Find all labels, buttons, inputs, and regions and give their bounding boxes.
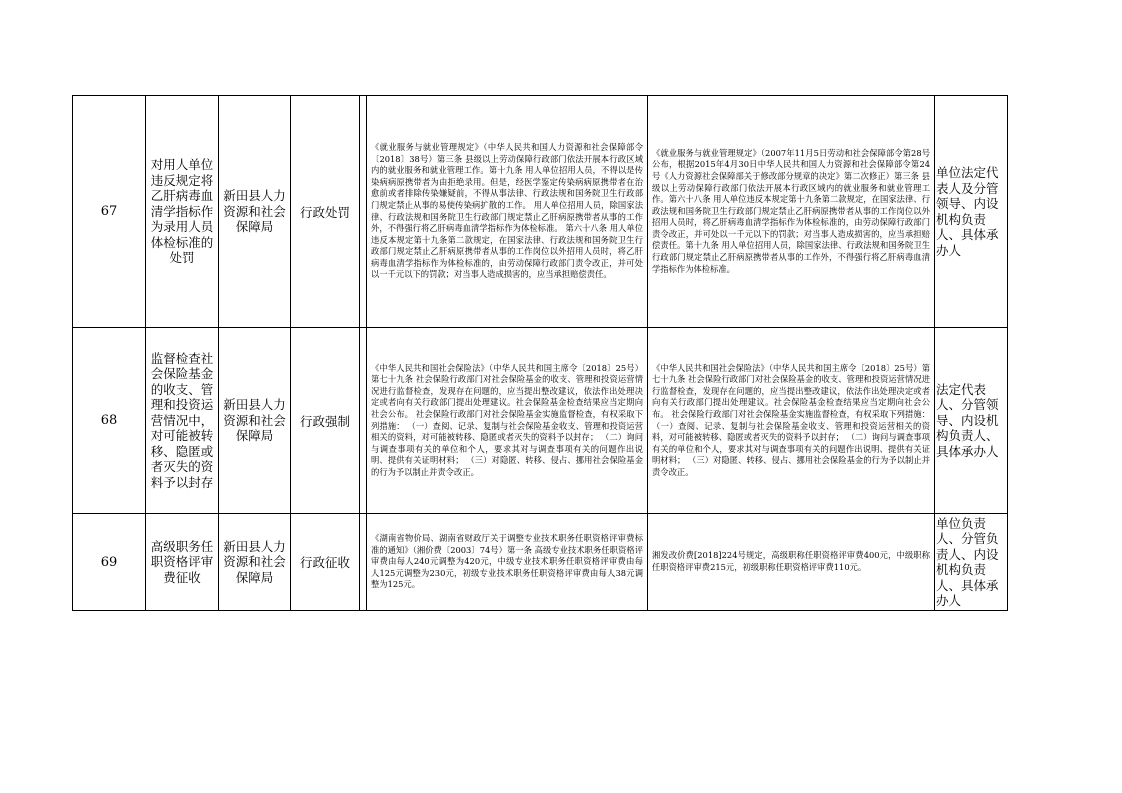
department: 新田县人力资源和社会保障局 (219, 96, 291, 328)
item-name: 对用人单位违反规定将乙肝病毒血清学指标作为录用人员体检标准的处罚 (146, 96, 219, 328)
legal-basis-national: 《湖南省物价局、湖南省财政厅关于调整专业技术职务任职资格评审费标准的通知》（湘价费〔2003〕74号）第一条 高级专业技术职务任职资格评审费由每人240元调整为420元，中级专业技术职务任职资格评审费由每人125元调整为230元，初级专业技术职务任职资格评审费由每人38元调整为125元。 (367, 514, 648, 611)
legal-basis-national: 《就业服务与就业管理规定》（中华人民共和国人力资源和社会保障部令〔2018〕38号）第三条 县级以上劳动保障行政部门依法开展本行政区域内的就业服务和就业管理工作。第十九条 用人单位招用人员，不得以是传染病病原携带者为由拒绝录用。但是，经医学鉴定传染病病原携带者在治愈前或者排除传染嫌疑前，不得从事法律、行政法规和国务院卫生行政部门规定禁止从事的易使传染病扩散的工作。 用人单位招用人员，除国家法律、行政法规和国务院卫生行政部门规定禁止乙肝病原携带者从事的工作外，不得强行将乙肝病毒血清学指标作为体检标准。 第六十八条 用人单位违反本规定第十九条第二款规定，在国家法律、行政法规和国务院卫生行政部门规定禁止乙肝病原携带者从事的工作岗位以外招用人员时，将乙肝病毒血清学指标作为体检标准的，由劳动保障行政部门责令改正，并可处以一千元以下的罚款；对当事人造成损害的，应当承担赔偿责任。 (367, 96, 648, 328)
row-number: 68 (73, 328, 146, 514)
power-category: 行政处罚 (291, 96, 360, 328)
row-number: 67 (73, 96, 146, 328)
table-row (73, 96, 1008, 328)
power-category: 行政征收 (291, 514, 360, 611)
item-name: 监督检查社会保险基金的收支、管理和投资运营情况中，对可能被转移、隐匿或者灭失的资料予以封存 (146, 328, 219, 514)
department: 新田县人力资源和社会保障局 (219, 514, 291, 611)
department: 新田县人力资源和社会保障局 (219, 328, 291, 514)
power-category: 行政强制 (291, 328, 360, 514)
legal-basis-provincial: 湘发改价费[2018]224号规定，高级职称任职资格评审费400元，中级职称任职资格评审费215元，初级职称任职资格评审费110元。 (648, 514, 935, 611)
table-row (73, 328, 1008, 514)
legal-basis-national: 《中华人民共和国社会保险法》（中华人民共和国主席令〔2018〕25号）第七十九条 社会保险行政部门对社会保险基金的收支、管理和投资运营情况进行监督检查，发现存在问题的，应当提出整改建议，依法作出处理决定或者向有关行政部门提出处理建议。社会保险基金检查结果应当定期向社会公布。 社会保险行政部门对社会保险基金实施监督检查，有权采取下列措施： （一）查阅、记录、复制与社会保险基金收支、管理和投资运营相关的资料，对可能被转移、隐匿或者灭失的资料予以封存； （二）询问与调查事项有关的单位和个人，要求其对与调查事项有关的问题作出说明、提供有关证明材料； （三）对隐匿、转移、侵占、挪用社会保险基金的行为予以制止并责令改正。 (367, 328, 648, 514)
responsible-party: 单位负责人、分管负责人、内设机构负责人、具体承办人 (935, 514, 1008, 611)
responsible-party: 单位法定代表人及分管领导、内设机构负责人、具体承办人 (935, 96, 1008, 328)
spacer-cell (360, 328, 367, 514)
item-name: 高级职务任职资格评审费征收 (146, 514, 219, 611)
table-row (73, 514, 1008, 611)
legal-basis-provincial: 《就业服务与就业管理规定》（2007年11月5日劳动和社会保障部令第28号公布，根据2015年4月30日中华人民共和国人力资源和社会保障部令第24号《人力资源社会保障部关于修改部分规章的决定》第二次修正）第三条 县级以上劳动保障行政部门依法开展本行政区域内的就业服务和就业管理工作。第六十八条 用人单位违反本规定第十九条第二款规定，在国家法律、行政法规和国务院卫生行政部门规定禁止乙肝病原携带者从事的工作岗位以外招用人员时，将乙肝病毒血清学指标作为体检标准的，由劳动保障行政部门责令改正，并可处以一千元以下的罚款；对当事人造成损害的，应当承担赔偿责任。第十九条 用人单位招用人员，除国家法律、行政法规和国务院卫生行政部门规定禁止乙肝病原携带者从事的工作外，不得强行将乙肝病毒血清学指标作为体检标准。 (648, 96, 935, 328)
row-number: 69 (73, 514, 146, 611)
responsible-party: 法定代表人、分管领导、内设机构负责人、具体承办人 (935, 328, 1008, 514)
legal-basis-provincial: 《中华人民共和国社会保险法》（中华人民共和国主席令〔2018〕25号）第七十九条 社会保险行政部门对社会保险基金的收支、管理和投资运营情况进行监督检查，发现存在问题的，应当提出整改建议，依法作出处理决定或者向有关行政部门提出处理建议。社会保险基金检查结果应当定期向社会公布。 社会保险行政部门对社会保险基金实施监督检查，有权采取下列措施： （一）查阅、记录、复制与社会保险基金收支、管理和投资运营相关的资料，对可能被转移、隐匿或者灭失的资料予以封存； （二）询问与调查事项有关的单位和个人，要求其对与调查事项有关的问题作出说明、提供有关证明材料； （三）对隐匿、转移、侵占、挪用社会保险基金的行为予以制止并责令改正。 (648, 328, 935, 514)
power-list-table (72, 95, 1008, 611)
spacer-cell (360, 514, 367, 611)
spacer-cell (360, 96, 367, 328)
